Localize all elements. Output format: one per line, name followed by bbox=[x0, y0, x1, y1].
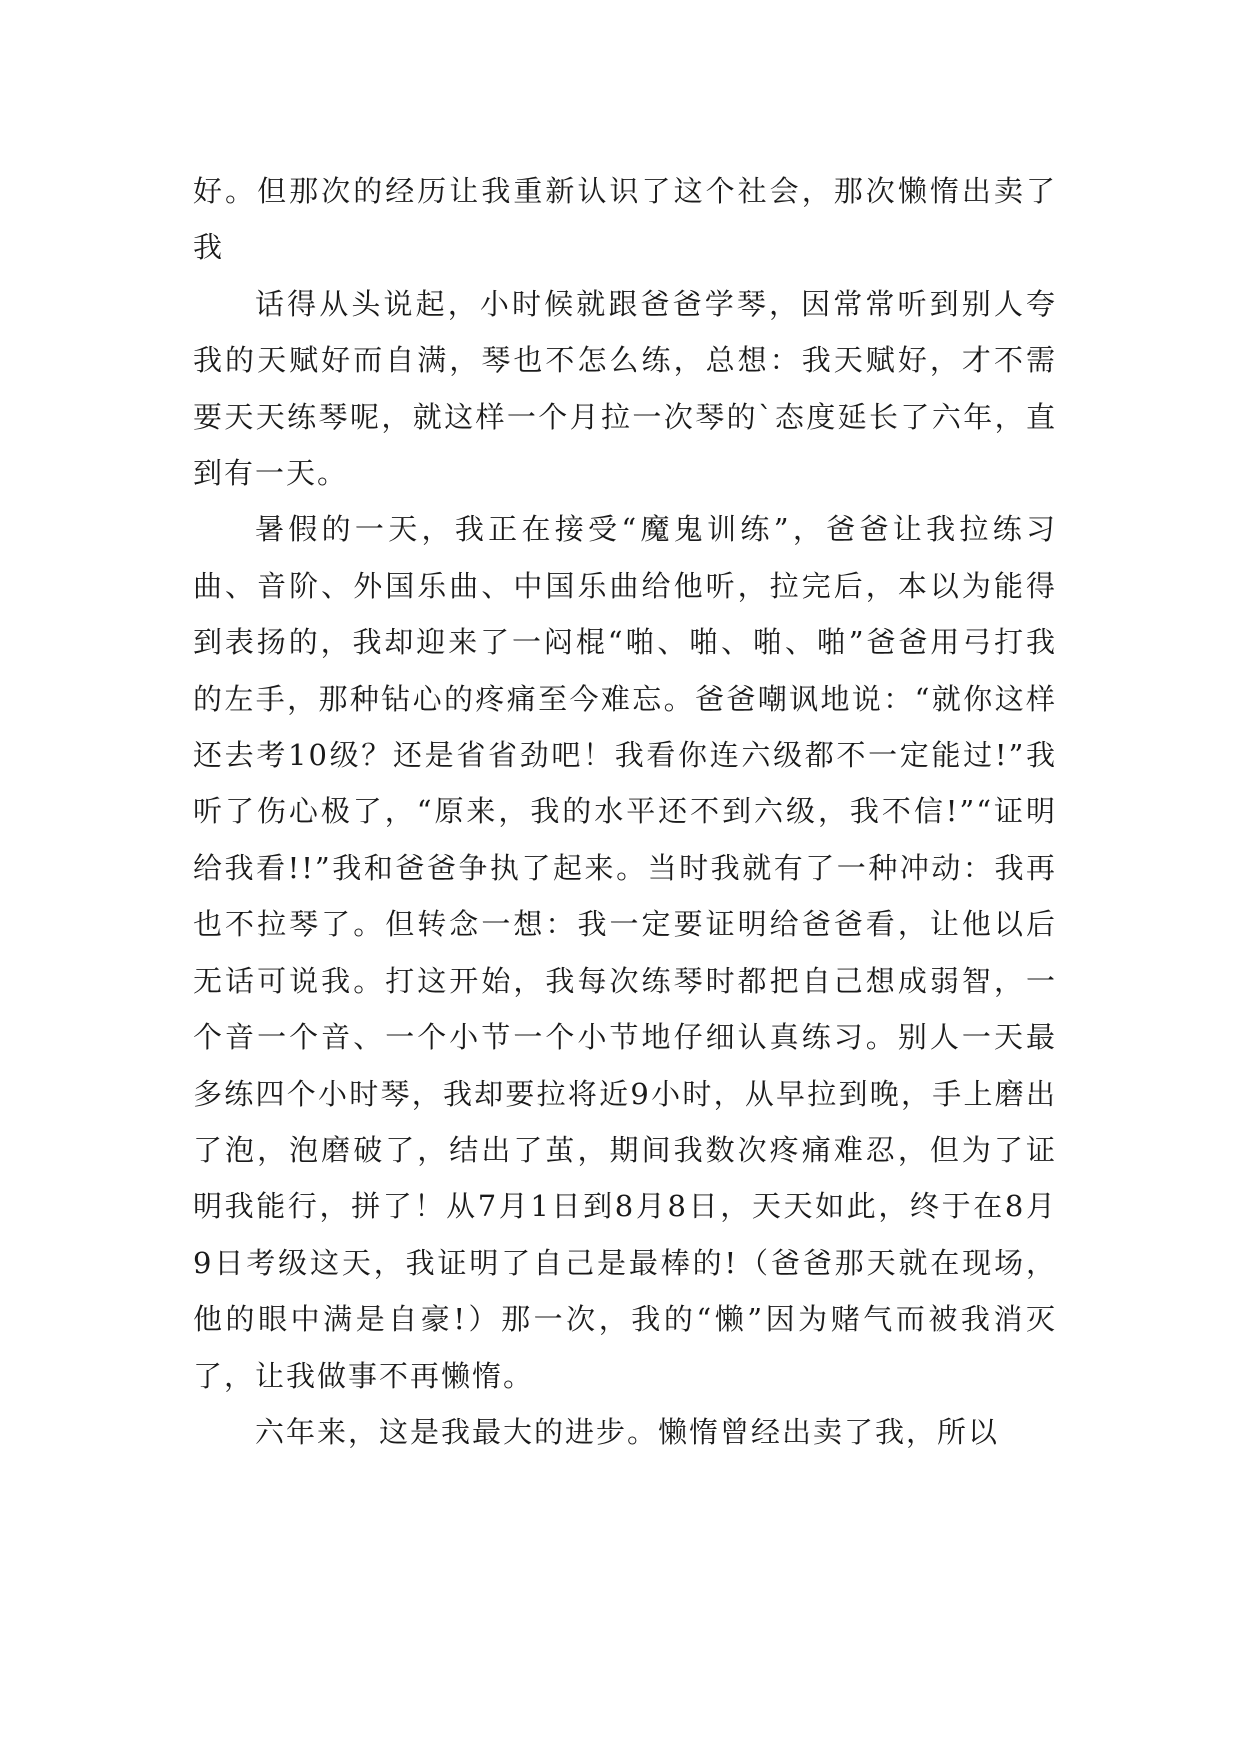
paragraph-2: 话得从头说起，小时候就跟爸爸学琴，因常常听到别人夸我的天赋好而自满，琴也不怎么练，总想：我天赋好，才不需要天天练琴呢，就这样一个月拉一次琴的`态度延长了六年，直到有一天。 bbox=[193, 286, 1057, 491]
paragraph-3: 暑假的一天，我正在接受“魔鬼训练”，爸爸让我拉练习曲、音阶、外国乐曲、中国乐曲给他听，拉完后，本以为能得到表扬的，我却迎来了一闷棍“啪、啪、啪、啪”爸爸用弓打我的左手，那种钻心的疼痛至今难忘。爸爸嘲讽地说：“就你这样还去考10级？还是省省劲吧！我看你连六级都不一定能过!”我听了伤心极了，“原来，我的水平还不到六级，我不信!”“证明给我看!!”我和爸爸争执了起来。当时我就有了一种冲动：我再也不拉琴了。但转念一想：我一定要证明给爸爸看，让他以后无话可说我。打这开始，我每次练琴时都把自己想成弱智，一个音一个音、一个小节一个小节地仔细认真练习。别人一天最多练四个小时琴，我却要拉将近9小时，从早拉到晚，手上磨出了泡，泡磨破了，结出了茧，期间我数次疼痛难忍，但为了证明我能行，拼了！从7月1日到8月8日，天天如此，终于在8月9日考级这天，我证明了自己是最棒的!（爸爸那天就在现场，他的眼中满是自豪!）那一次，我的“懒”因为赌气而被我消灭了，让我做事不再懒惰。 bbox=[193, 512, 1057, 1393]
paragraph-4: 六年来，这是我最大的进步。懒惰曾经出卖了我，所以 bbox=[255, 1414, 1000, 1449]
paragraph-1: 好。但那次的经历让我重新认识了这个社会，那次懒惰出卖了我 bbox=[193, 174, 1057, 265]
document-body bbox=[193, 163, 1057, 1460]
